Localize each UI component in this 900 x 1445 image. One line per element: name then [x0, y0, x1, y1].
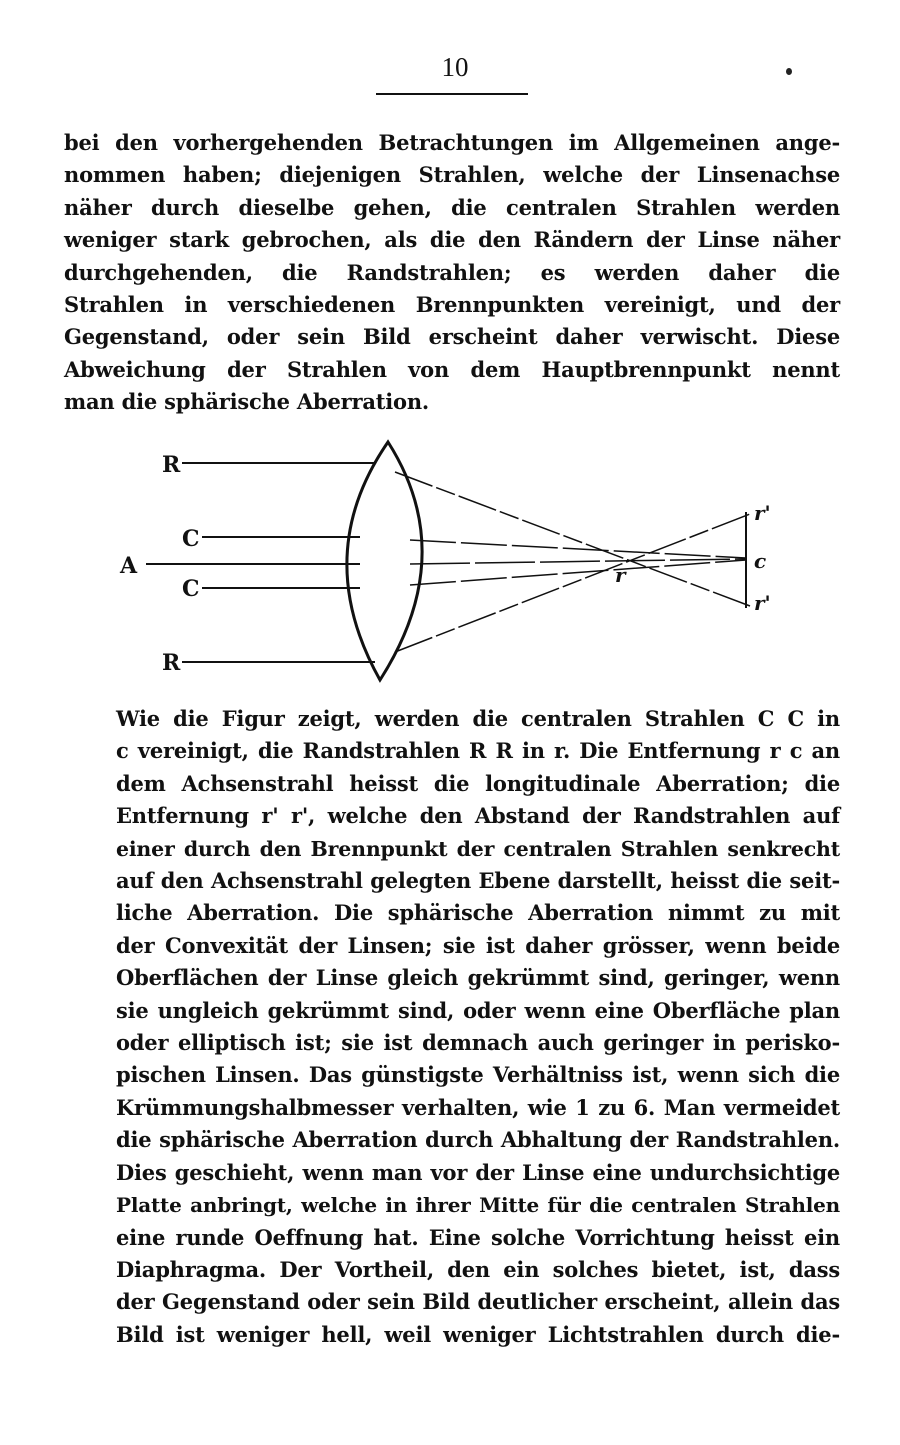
central-ray-top-refracted — [410, 540, 746, 558]
label-R-top: R — [162, 452, 181, 478]
paragraph-intro — [64, 127, 840, 419]
aberration-diagram — [110, 430, 810, 700]
text-line: näher durch dieselbe gehen, die centralen Strahlen werden — [64, 194, 840, 220]
text-line: eine runde Oeffnung hat. Eine solche Vorrichtung heisst ein — [116, 1224, 840, 1250]
text-line: nommen haben; diejenigen Strahlen, welche der Linsenachse — [64, 162, 840, 188]
label-A: A — [120, 553, 138, 579]
ink-speck — [786, 68, 792, 75]
label-C-top: C — [182, 526, 200, 552]
text-line: c vereinigt, die Randstrahlen R R in r. Die Entfernung r c an — [116, 738, 840, 764]
text-line: Krümmungshalbmesser verhalten, wie 1 zu 6. Man vermeidet — [116, 1094, 840, 1120]
page-number: 10 — [441, 52, 469, 82]
spherical-aberration-figure — [110, 430, 810, 700]
text-line: die sphärische Aberration durch Abhaltung der Randstrahlen. — [116, 1127, 840, 1153]
text-line: der Convexität der Linsen; sie ist daher grösser, wenn beide — [116, 932, 840, 958]
text-line: Abweichung der Strahlen von dem Hauptbrennpunkt nennt — [64, 356, 840, 382]
text-line: man die sphärische Aberration. — [64, 389, 430, 415]
text-line: Gegenstand, oder sein Bild erscheint daher verwischt. Diese — [64, 324, 840, 350]
text-line: Wie die Figur zeigt, werden die centralen Strahlen C C in — [116, 706, 840, 731]
label-r-focus: r — [615, 563, 626, 587]
label-C-bottom: C — [182, 576, 200, 602]
text-line: liche Aberration. Die sphärische Aberration nimmt zu mit — [116, 900, 840, 926]
text-line: einer durch den Brennpunkt der centralen Strahlen senkrecht — [116, 836, 840, 861]
label-R-bottom: R — [162, 650, 181, 676]
text-line: Oberflächen der Linse gleich gekrümmt sind, geringer, wenn — [116, 965, 840, 991]
text-line: der Gegenstand oder sein Bild deutlicher erscheint, allein das — [116, 1289, 840, 1315]
text-line: bei den vorhergehenden Betrachtungen im Allgemeinen ange- — [64, 130, 840, 155]
text-line: weniger stark gebrochen, als die den Rändern der Linse näher — [64, 227, 840, 253]
text-line: Bild ist weniger hell, weil weniger Lichtstrahlen durch die- — [116, 1321, 840, 1347]
text-line: oder elliptisch ist; sie ist demnach auch geringer in perisko- — [116, 1030, 840, 1056]
label-r-prime-top: r' — [754, 501, 771, 525]
paragraph-explanation — [64, 703, 840, 1351]
marginal-ray-top-refracted — [395, 472, 750, 606]
text-line: Strahlen in verschiedenen Brennpunkten vereinigt, und der — [64, 292, 840, 318]
text-line: Diaphragma. Der Vortheil, den ein solches bietet, ist, dass — [116, 1256, 840, 1282]
label-r-prime-bottom: r' — [754, 591, 771, 615]
marginal-ray-bottom-refracted — [395, 514, 750, 652]
text-line: pischen Linsen. Das günstigste Verhältniss ist, wenn sich die — [116, 1062, 840, 1088]
text-line: durchgehenden, die Randstrahlen; es werden daher die — [64, 259, 840, 285]
header-rule — [376, 93, 528, 95]
text-line: Entfernung r' r', welche den Abstand der Randstrahlen auf — [116, 803, 840, 829]
text-line: Dies geschieht, wenn man vor der Linse eine undurchsichtige — [116, 1159, 840, 1185]
text-line: Platte anbringt, welche in ihrer Mitte für die centralen Strahlen — [116, 1193, 840, 1218]
text-line: sie ungleich gekrümmt sind, oder wenn eine Oberfläche plan — [116, 997, 840, 1023]
text-line: auf den Achsenstrahl gelegten Ebene darstellt, heisst die seit- — [116, 868, 840, 894]
text-line: dem Achsenstrahl heisst die longitudinale Aberration; die — [116, 770, 840, 796]
label-c-focus: c — [754, 549, 767, 573]
